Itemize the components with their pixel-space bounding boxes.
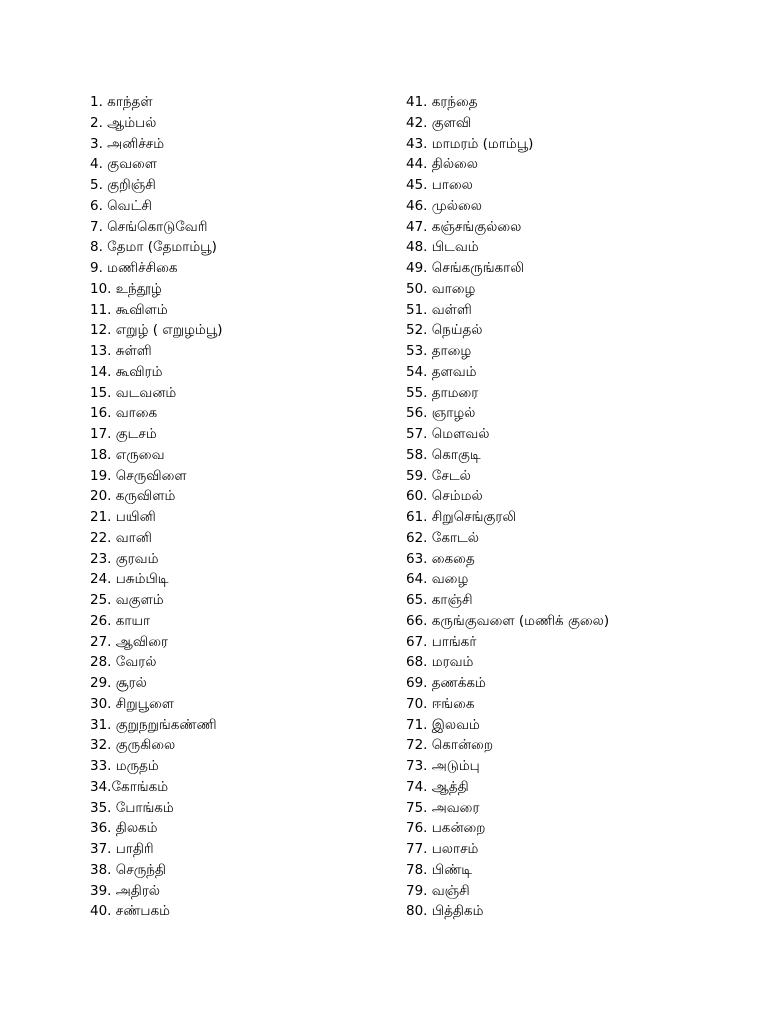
list-item: 68. மரவம் xyxy=(406,654,474,671)
list-item: 41. கரந்தை xyxy=(406,94,478,110)
list-item: 35. போங்கம் xyxy=(90,799,174,816)
list-item: 1. காந்தள் xyxy=(90,94,153,110)
list-item: 61. சிறுசெங்குரலி xyxy=(406,509,517,525)
list-item: 64. வழை xyxy=(406,571,469,588)
list-item: 37. பாதிரி xyxy=(90,841,154,857)
list-item: 48. பிடவம் xyxy=(406,239,479,256)
list-item: 75. அவரை xyxy=(406,799,480,816)
list-item: 6. வெட்சி xyxy=(90,197,152,214)
list-item: 19. செருவிளை xyxy=(90,467,187,484)
list-item: 65. காஞ்சி xyxy=(406,592,473,608)
list-item: 28. வேரல் xyxy=(90,654,157,671)
list-item: 56. ஞாழல் xyxy=(406,405,476,422)
list-item: 77. பலாசம் xyxy=(406,841,479,857)
list-item: 49. செங்கருங்காலி xyxy=(406,260,524,276)
list-item: 34.கோங்கம் xyxy=(90,778,169,795)
list-item: 5. குறிஞ்சி xyxy=(90,177,156,193)
list-item: 44. தில்லை xyxy=(406,156,479,173)
list-item: 10. உந்தூழ் xyxy=(90,280,162,297)
list-item: 21. பயினி xyxy=(90,509,156,525)
list-item: 79. வஞ்சி xyxy=(406,882,470,899)
list-item: 39. அதிரல் xyxy=(90,882,161,899)
list-item: 69. தணக்கம் xyxy=(406,675,486,691)
list-item: 76. பகன்றை xyxy=(406,820,486,837)
list-item: 24. பசும்பிடி xyxy=(90,571,169,588)
list-item: 63. கைதை xyxy=(406,550,475,567)
list-item: 15. வடவனம் xyxy=(90,384,177,401)
list-item: 22. வானி xyxy=(90,529,152,546)
list-item: 67. பாங்கர் xyxy=(406,633,477,650)
list-item: 53. தாழை xyxy=(406,343,472,359)
list-item: 78. பிண்டி xyxy=(406,861,472,878)
list-item: 36. திலகம் xyxy=(90,820,158,837)
list-item: 17. குடசம் xyxy=(90,426,157,442)
list-item: 33. மருதம் xyxy=(90,758,159,774)
list-item: 11. கூவிளம் xyxy=(90,301,168,318)
list-item: 60. செம்மல் xyxy=(406,488,483,505)
list-item: 27. ஆவிரை xyxy=(90,633,168,650)
list-item: 58. கொகுடி xyxy=(406,446,481,463)
list-item: 38. செருந்தி xyxy=(90,861,166,878)
list-item: 13. சுள்ளி xyxy=(90,343,152,359)
list-item: 51. வள்ளி xyxy=(406,301,472,318)
list-item: 26. காயா xyxy=(90,612,151,629)
list-item: 50. வாழை xyxy=(406,280,476,297)
list-item: 8. தேமா (தேமாம்பூ) xyxy=(90,239,217,256)
list-item: 9. மணிச்சிகை xyxy=(90,260,178,276)
list-item: 29. சூரல் xyxy=(90,675,147,691)
list-item: 71. இலவம் xyxy=(406,716,480,733)
list-item: 45. பாலை xyxy=(406,177,473,193)
list-item: 74. ஆத்தி xyxy=(406,778,469,795)
list-item: 16. வாகை xyxy=(90,405,158,422)
list-item: 57. மௌவல் xyxy=(406,426,490,442)
list-item: 7. செங்கொடுவேரி xyxy=(90,218,208,235)
list-item: 14. கூவிரம் xyxy=(90,363,163,380)
list-item: 62. கோடல் xyxy=(406,529,479,546)
list-item: 47. கஞ்சங்குல்லை xyxy=(406,218,522,235)
list-item: 52. நெய்தல் xyxy=(406,322,483,339)
list-item: 31. குறுநறுங்கண்ணி xyxy=(90,716,217,733)
list-item: 32. குருகிலை xyxy=(90,737,176,754)
list-item: 72. கொன்றை xyxy=(406,737,494,754)
list-item: 59. சேடல் xyxy=(406,467,471,484)
flower-list-left xyxy=(90,92,390,922)
list-item: 25. வகுளம் xyxy=(90,592,164,608)
list-item: 73. அடும்பு xyxy=(406,758,480,774)
list-item: 70. ஈங்கை xyxy=(406,695,475,712)
list-item: 43. மாமரம் (மாம்பூ) xyxy=(406,135,534,152)
list-item: 4. குவளை xyxy=(90,156,157,173)
list-item: 18. எருவை xyxy=(90,446,165,463)
list-item: 46. முல்லை xyxy=(406,197,482,214)
list-item: 40. சண்பகம் xyxy=(90,903,170,920)
list-item: 66. கருங்குவளை (மணிக் குலை) xyxy=(406,612,610,629)
list-item: 2. ஆம்பல் xyxy=(90,114,157,131)
list-item: 12. எறுழ் ( எறுழம்பூ) xyxy=(90,322,223,339)
list-item: 20. கருவிளம் xyxy=(90,488,176,505)
list-item: 30. சிறுபூளை xyxy=(90,695,174,712)
list-item: 42. குளவி xyxy=(406,114,472,131)
flower-list-right xyxy=(406,92,746,922)
list-item: 54. தளவம் xyxy=(406,363,477,380)
list-item: 55. தாமரை xyxy=(406,384,479,401)
list-item: 80. பித்திகம் xyxy=(406,903,484,920)
list-item: 3. அனிச்சம் xyxy=(90,135,165,152)
list-item: 23. குரவம் xyxy=(90,550,159,567)
